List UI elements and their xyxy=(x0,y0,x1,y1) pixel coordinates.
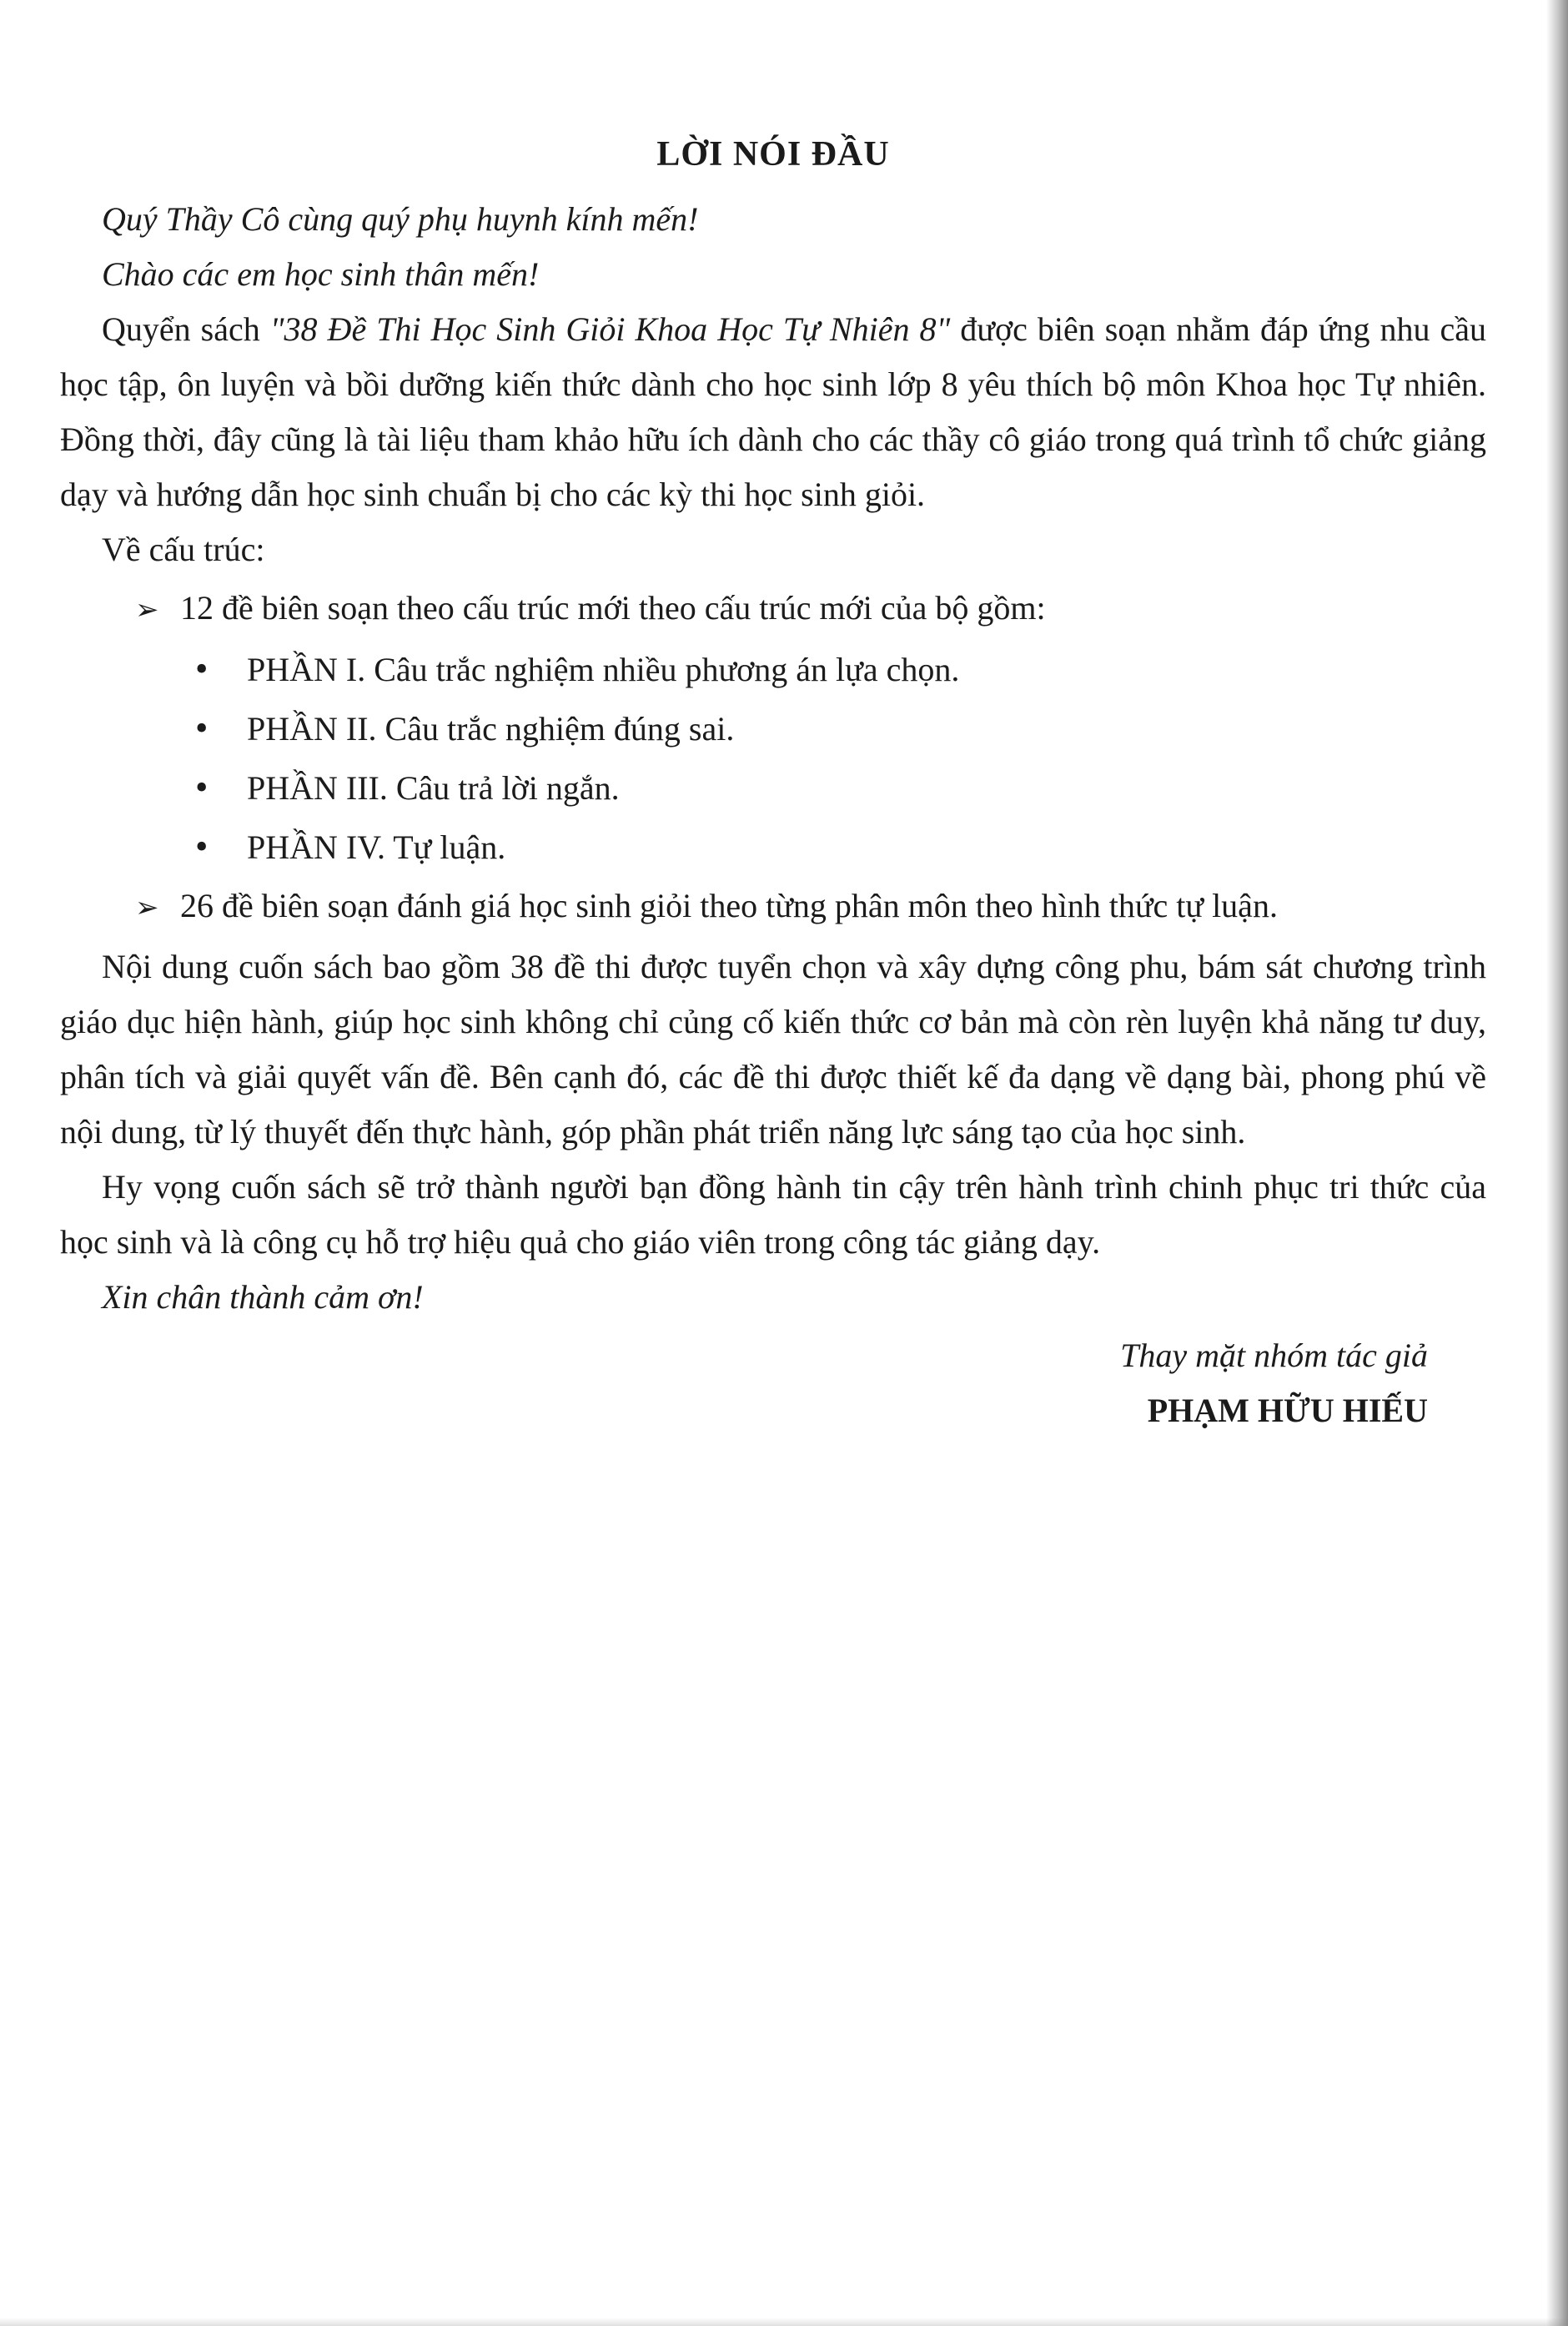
dot-bullet-icon: • xyxy=(195,707,209,748)
dot-bullet-icon: • xyxy=(195,826,209,867)
intro-rest: được biên soạn nhằm đáp ứng nhu cầu học tập, ôn luyện và bồi dưỡng kiến thức dành cho học sinh lớp 8 yêu thích bộ môn Khoa học Tự nhiên. Đồng thời, đây cũng là tài liệu tham khảo hữu ích dành cho các thầy cô giáo trong quá trình tổ chức giảng dạy và hướng dẫn học sinh chuẩn bị cho các kỳ thi học sinh giỏi. xyxy=(60,310,1486,513)
list-item-arrow-1 xyxy=(60,581,1486,638)
list-item-text: 26 đề biên soạn đánh giá học sinh giỏi theo từng phân môn theo hình thức tự luận. xyxy=(180,887,1278,924)
signature-block xyxy=(60,1328,1486,1438)
greeting-line-2: Chào các em học sinh thân mến! xyxy=(102,255,540,293)
list-item-dot-1 xyxy=(60,642,1486,697)
dot-bullet-icon: • xyxy=(195,648,209,689)
list-item-text: PHẦN III. Câu trả lời ngắn. xyxy=(247,769,620,807)
list-item-text: 12 đề biên soạn theo cấu trúc mới theo cấu trúc mới của bộ gồm: xyxy=(180,589,1046,627)
body-paragraph-1: Nội dung cuốn sách bao gồm 38 đề thi được tuyển chọn và xây dựng công phu, bám sát chương trình giáo dục hiện hành, giúp học sinh không chỉ củng cố kiến thức cơ bản mà còn rèn luyện khả năng tư duy, phân tích và giải quyết vấn đề. Bên cạnh đó, các đề thi được thiết kế đa dạng về dạng bài, phong phú về nội dung, từ lý thuyết đến thực hành, góp phần phát triển năng lực sáng tạo của học sinh. xyxy=(60,948,1486,1150)
body-paragraph-2: Hy vọng cuốn sách sẽ trở thành người bạn đồng hành tin cậy trên hành trình chinh phục tri thức của học sinh và là công cụ hỗ trợ hiệu quả cho giáo viên trong công tác giảng dạy. xyxy=(60,1168,1486,1261)
list-item-text: PHẦN IV. Tự luận. xyxy=(247,828,506,866)
thanks-line: Xin chân thành cảm ơn! xyxy=(102,1278,424,1316)
list-item-dot-2 xyxy=(60,701,1486,757)
intro-paragraph xyxy=(60,302,1486,522)
structure-label: Về cấu trúc: xyxy=(102,531,265,568)
book-title: "38 Đề Thi Học Sinh Giỏi Khoa Học Tự Nhiên 8" xyxy=(269,310,951,348)
dot-bullet-icon: • xyxy=(195,767,209,808)
signature-author: PHẠM HỮU HIẾU xyxy=(1147,1392,1428,1429)
intro-lead: Quyển sách xyxy=(102,310,270,348)
arrow-bullet-icon: ➢ xyxy=(135,595,159,626)
list-item-text: PHẦN II. Câu trắc nghiệm đúng sai. xyxy=(247,710,735,748)
list-item-text: PHẦN I. Câu trắc nghiệm nhiều phương án lựa chọn. xyxy=(247,651,960,688)
scan-bottom-shadow xyxy=(0,2318,1568,2326)
list-item-arrow-2 xyxy=(60,879,1486,936)
list-item-dot-3 xyxy=(60,760,1486,816)
greeting-line-1: Quý Thầy Cô cùng quý phụ huynh kính mến! xyxy=(102,200,699,238)
page-title: LỜI NÓI ĐẦU xyxy=(656,135,890,174)
list-item-dot-4 xyxy=(60,819,1486,875)
arrow-bullet-icon: ➢ xyxy=(135,893,159,924)
signature-role: Thay mặt nhóm tác giả xyxy=(1120,1337,1428,1374)
